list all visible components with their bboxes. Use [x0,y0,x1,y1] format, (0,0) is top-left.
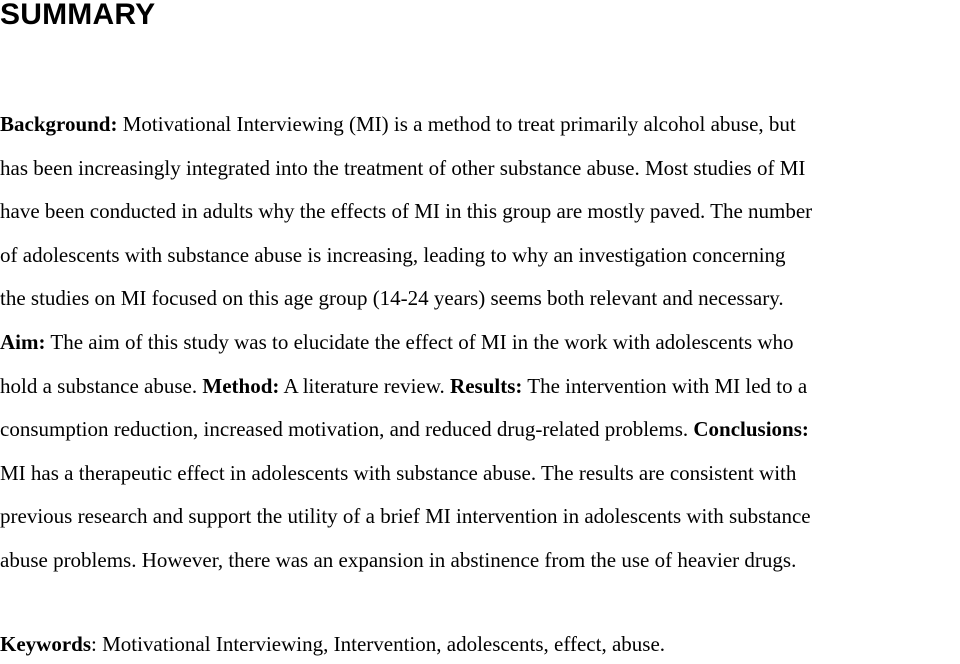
background-label: Background: [0,112,118,136]
aim-label: Aim: [0,329,46,354]
keywords-label: Keywords [0,632,91,656]
summary-paragraph [0,103,960,583]
page-title: SUMMARY [0,0,156,31]
text-line [0,365,960,409]
background-text: Motivational Interviewing (MI) is a method to treat primarily alcohol abuse, but [117,112,796,136]
text-line [0,408,960,452]
text-line [0,321,960,365]
results-text: consumption reduction, increased motivation, and reduced drug-related problems. [0,417,694,442]
text-line: MI has a therapeutic effect in adolescents with substance abuse. The results are consistent with [0,460,797,485]
conclusions-label: Conclusions: [693,417,809,442]
text-line [0,103,960,147]
method-label: Method: [202,373,280,398]
results-label: Results: [450,373,523,398]
text-line: the studies on MI focused on this age group (14-24 years) seems both relevant and necessary. [0,286,784,311]
text-line: previous research and support the utility of a brief MI intervention in adolescents with substance [0,504,811,529]
aim-text: hold a substance abuse. [0,373,203,398]
results-text: The intervention with MI led to a [522,373,808,398]
text-line: has been increasingly integrated into the treatment of other substance abuse. Most studies of MI [0,155,806,180]
text-line: of adolescents with substance abuse is increasing, leading to why an investigation concerning [0,242,786,267]
keywords-text: : Motivational Interviewing, Intervention, adolescents, effect, abuse. [91,632,666,656]
text-line: abuse problems. However, there was an expansion in abstinence from the use of heavier drugs. [0,547,797,572]
method-text: A literature review. [279,373,451,398]
keywords-line [0,624,665,664]
text-line: have been conducted in adults why the effects of MI in this group are mostly paved. The number [0,199,813,224]
aim-text: The aim of this study was to elucidate the effect of MI in the work with adolescents who [45,329,794,354]
